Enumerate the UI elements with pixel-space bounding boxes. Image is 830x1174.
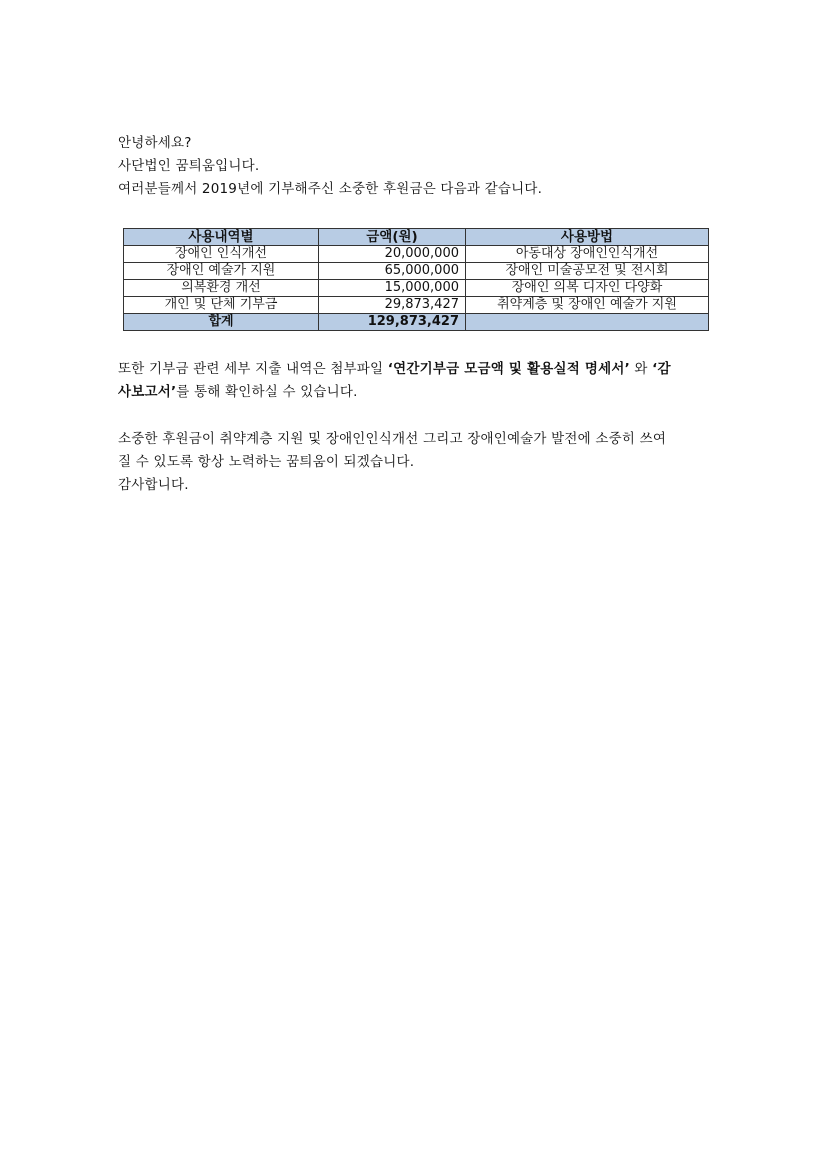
row-category: 개인 및 단체 기부금: [124, 297, 319, 314]
header-category: 사용내역별: [124, 229, 319, 246]
lead-text: 여러분들께서 2019년에 기부해주신 소중한 후원금은 다음과 같습니다.: [118, 181, 543, 197]
table-header-row: [124, 229, 709, 246]
table-row: [124, 297, 709, 314]
attachment-paragraph-line1: [118, 358, 671, 380]
greeting-text: 안녕하세요?: [118, 135, 192, 151]
row-method: 장애인 미술공모전 및 전시회: [466, 263, 709, 280]
table-row: [124, 280, 709, 297]
row-amount: 65,000,000: [319, 263, 466, 280]
audit-report-title-start: ‘감: [652, 361, 671, 377]
row-category: 장애인 인식개선: [124, 246, 319, 263]
attachment-paragraph-line2: [118, 381, 358, 403]
row-method: 장애인 의복 디자인 다양화: [466, 280, 709, 297]
closing-paragraph-line1: 소중한 후원금이 취약계층 지원 및 장애인인식개선 그리고 장애인예술가 발전에 소중히 쓰여: [118, 431, 667, 447]
closing-paragraph-line2: 질 수 있도록 항상 노력하는 꿈틔움이 되겠습니다.: [118, 454, 415, 470]
attachment-doc-title: ‘연간기부금 모금액 및 활용실적 명세서’: [387, 361, 630, 377]
row-category: 장애인 예술가 지원: [124, 263, 319, 280]
total-label: 합계: [124, 314, 319, 331]
header-amount: 금액(원): [319, 229, 466, 246]
row-method: 아동대상 장애인인식개선: [466, 246, 709, 263]
row-method: 취약계층 및 장애인 예술가 지원: [466, 297, 709, 314]
total-method: [466, 314, 709, 331]
header-method: 사용방법: [466, 229, 709, 246]
table-total-row: [124, 314, 709, 331]
total-amount: 129,873,427: [319, 314, 466, 331]
attachment-text-end: 를 통해 확인하실 수 있습니다.: [176, 384, 358, 400]
row-amount: 20,000,000: [319, 246, 466, 263]
table-row: [124, 263, 709, 280]
table-row: [124, 246, 709, 263]
donation-usage-table: [123, 228, 709, 331]
row-amount: 29,873,427: [319, 297, 466, 314]
organization-text: 사단법인 꿈틔움입니다.: [118, 158, 260, 174]
audit-report-title-end: 사보고서’: [118, 384, 177, 400]
attachment-conjunction: 와: [629, 361, 653, 377]
row-amount: 15,000,000: [319, 280, 466, 297]
row-category: 의복환경 개선: [124, 280, 319, 297]
attachment-text: 또한 기부금 관련 세부 지출 내역은 첨부파일: [118, 361, 388, 377]
thanks-text: 감사합니다.: [118, 477, 189, 493]
